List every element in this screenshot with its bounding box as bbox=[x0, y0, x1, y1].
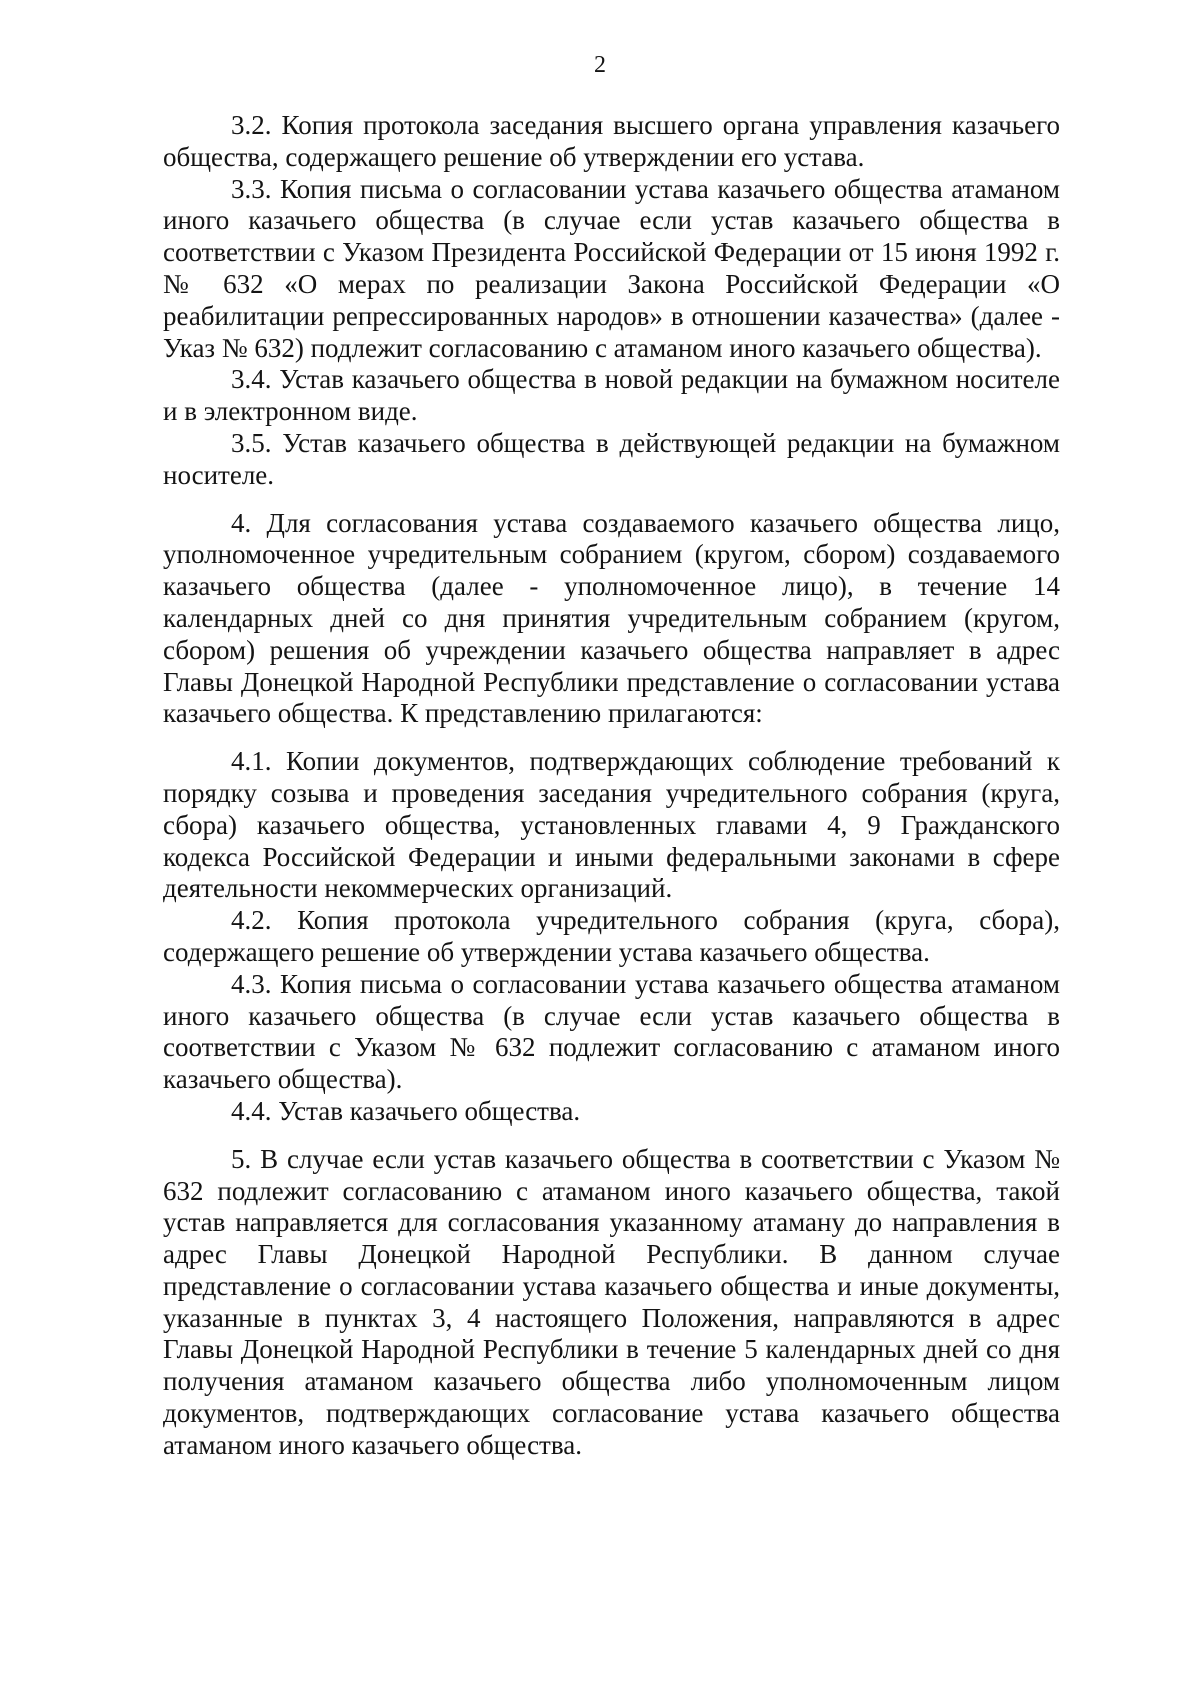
paragraph-4-1: 4.1. Копии документов, подтверждающих соблюдение требований к порядку созыва и проведения заседания учредительного собрания (круга, сбора) казачьего общества, установленных главами 4, 9 Гражданского кодекса Российской Федерации и иными федеральными законами в сфере деятельности некоммерческих организаций. bbox=[163, 746, 1060, 904]
paragraph-3-2: 3.2. Копия протокола заседания высшего органа управления казачьего общества, содержащего решение об утверждении его устава. bbox=[163, 110, 1060, 172]
paragraph-5: 5. В случае если устав казачьего общества в соответствии с Указом № 632 подлежит согласованию с атаманом иного казачьего общества, такой устав направляется для согласования указанному атаману до направления в адрес Главы Донецкой Народной Республики. В данном случае представление о согласовании устава казачьего общества и иные документы, указанные в пунктах 3, 4 настоящего Положения, направляются в адрес Главы Донецкой Народной Республики в течение 5 календарных дней со дня получения атаманом казачьего общества либо уполномоченным лицом документов, подтверждающих согласование устава казачьего общества атаманом иного казачьего общества. bbox=[163, 1143, 1060, 1460]
paragraph-3-3: 3.3. Копия письма о согласовании устава казачьего общества атаманом иного казачьего общества (в случае если устав казачьего общества в соответствии с Указом Президента Российской Федерации от 15 июня 1992 г. № 632 «О мерах по реализации Закона Российской Федерации «О реабилитации репрессированных народов» в отношении казачества» (далее - Указ № 632) подлежит согласованию с атаманом иного казачьего общества). bbox=[163, 173, 1060, 363]
document-body bbox=[163, 110, 1060, 1462]
paragraph-4: 4. Для согласования устава создаваемого казачьего общества лицо, уполномоченное учредительным собранием (кругом, сбором) создаваемого казачьего общества (далее - уполномоченное лицо), в течение 14 календарных дней со дня принятия учредительным собранием (кругом, сбором) решения об учреждении казачьего общества направляет в адрес Главы Донецкой Народной Республики представление о согласовании устава казачьего общества. К представлению прилагаются: bbox=[163, 507, 1060, 729]
paragraph-3-4: 3.4. Устав казачьего общества в новой редакции на бумажном носителе и в электронном виде. bbox=[163, 364, 1060, 427]
paragraph-4-3: 4.3. Копия письма о согласовании устава казачьего общества атаманом иного казачьего общества (в случае если устав казачьего общества в соответствии с Указом № 632 подлежит согласованию с атаманом иного казачьего общества). bbox=[163, 968, 1060, 1095]
paragraph-4-4: 4.4. Устав казачьего общества. bbox=[231, 1095, 581, 1126]
paragraph-4-2: 4.2. Копия протокола учредительного собрания (круга, сбора), содержащего решение об утверждении устава казачьего общества. bbox=[163, 905, 1060, 967]
paragraph-3-5: 3.5. Устав казачьего общества в действующей редакции на бумажном носителе. bbox=[163, 427, 1060, 490]
page-number: 2 bbox=[594, 52, 606, 78]
